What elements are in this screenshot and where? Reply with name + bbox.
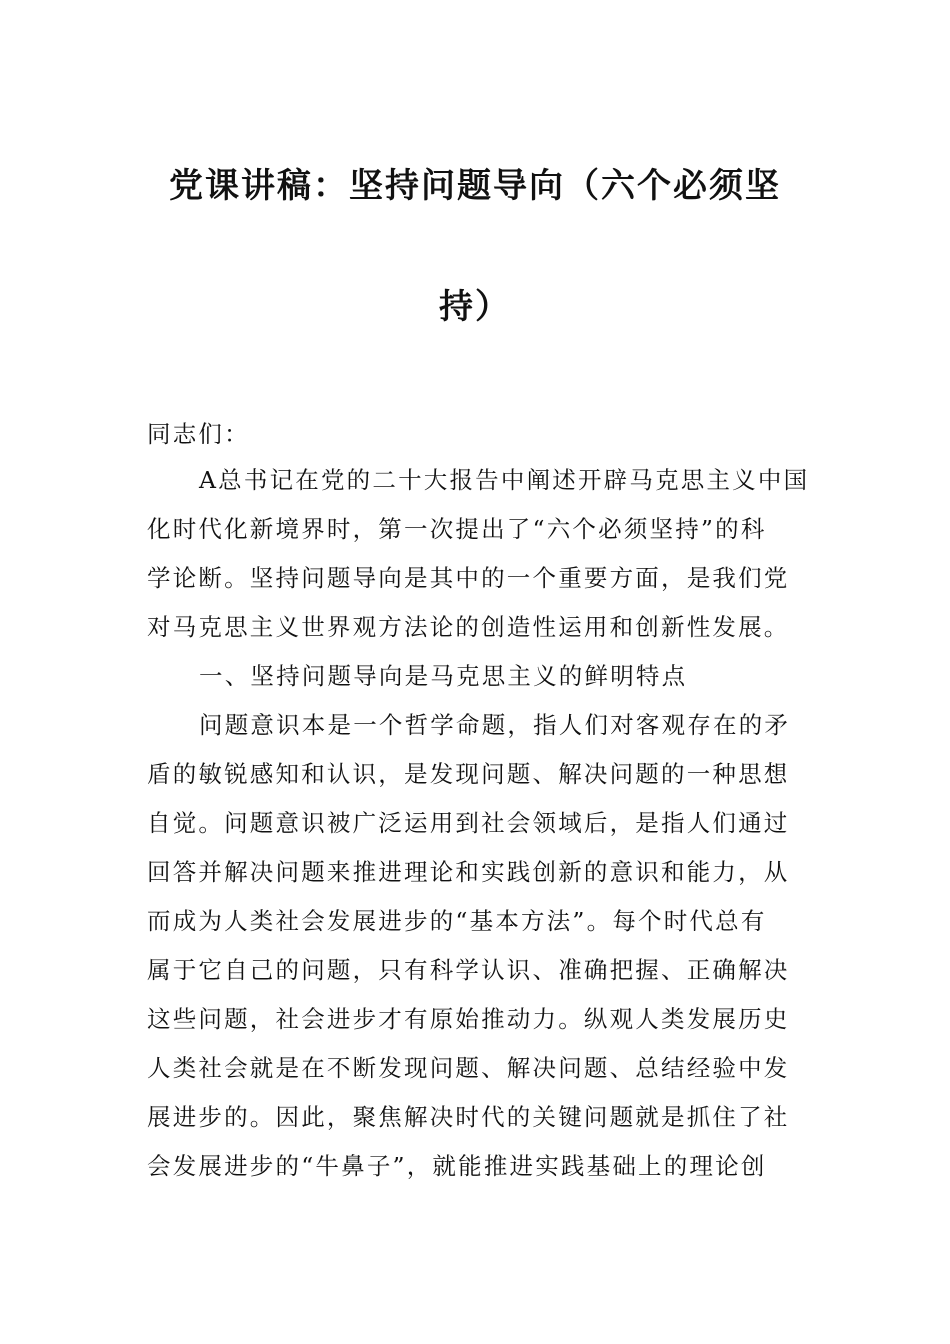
paragraph-line: 问题意识本是一个哲学命题，指人们对客观存在的矛: [199, 711, 791, 739]
greeting-text: 同志们：: [147, 420, 250, 448]
section-heading-1: [147, 652, 807, 701]
paragraph-section-1: [147, 701, 807, 1191]
paragraph-line: A总书记在党的二十大报告中阐述开辟马克思主义中国: [199, 466, 810, 494]
paragraph-line: 对马克思主义世界观方法论的创造性运用和创新性发展。: [147, 613, 790, 641]
paragraph-line: 回答并解决问题来推进理论和实践创新的意识和能力，从: [147, 858, 790, 886]
paragraph-line: 学论断。坚持问题导向是其中的一个重要方面，是我们党: [147, 564, 790, 592]
paragraph-line: 会发展进步的“牛鼻子”，就能推进实践基础上的理论创: [147, 1152, 767, 1180]
greeting: [147, 410, 807, 459]
paragraph-line: 人类社会就是在不断发现问题、解决问题、总结经验中发: [147, 1054, 790, 1082]
paragraph-line: 展进步的。因此，聚焦解决时代的关键问题就是抓住了社: [147, 1103, 790, 1131]
paragraph-line: 盾的敏锐感知和认识，是发现问题、解决问题的一种思想: [147, 760, 790, 788]
paragraph-line: 属于它自己的问题，只有科学认识、准确把握、正确解决: [147, 956, 790, 984]
paragraph-line: 自觉。问题意识被广泛运用到社会领域后，是指人们通过: [147, 809, 790, 837]
paragraph-line: 这些问题，社会进步才有原始推动力。纵观人类发展历史: [147, 1005, 790, 1033]
paragraph-intro: [147, 456, 810, 652]
title-line-2: 持）: [439, 287, 511, 327]
paragraph-line: 而成为人类社会发展进步的“基本方法”。每个时代总有: [147, 907, 767, 935]
title-line-1: 党课讲稿：坚持问题导向（六个必须坚: [169, 166, 781, 206]
paragraph-line: 化时代化新境界时，第一次提出了“六个必须坚持”的科: [147, 515, 767, 543]
section-heading-text: 一、坚持问题导向是马克思主义的鲜明特点: [199, 662, 688, 690]
